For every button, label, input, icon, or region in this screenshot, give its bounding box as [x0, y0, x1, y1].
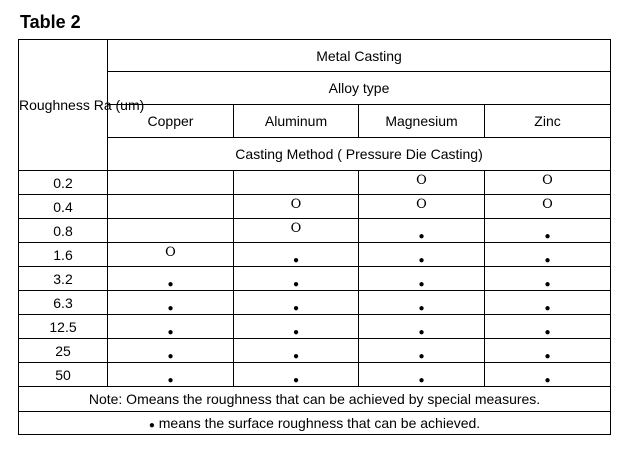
casting-method-header: Casting Method ( Pressure Die Casting): [108, 138, 611, 171]
table-cell: [359, 171, 485, 195]
filled-circle-icon: ●: [292, 254, 300, 266]
table-row: [19, 363, 611, 387]
table-cell: [108, 195, 234, 219]
table-row: [19, 339, 611, 363]
table-row: [19, 195, 611, 219]
legend-row: [19, 412, 611, 435]
roughness-table: [18, 39, 611, 435]
metal-casting-header: Metal Casting: [108, 40, 611, 72]
filled-circle-icon: ●: [418, 350, 425, 362]
legend-text: [19, 412, 611, 435]
table-cell: [108, 267, 234, 291]
filled-circle-icon: ●: [418, 230, 425, 242]
filled-circle-icon: ●: [167, 278, 174, 290]
open-circle-icon: O: [542, 197, 553, 212]
table-cell: [359, 195, 485, 219]
table-row: [19, 291, 611, 315]
table-row: [19, 171, 611, 195]
filled-circle-icon: ●: [544, 326, 551, 338]
filled-circle-icon: ●: [544, 254, 551, 266]
roughness-header: Roughness Ra (um): [19, 40, 108, 171]
table-cell: [359, 315, 485, 339]
alloy-type-header: Alloy type: [108, 72, 611, 105]
filled-circle-icon: ●: [167, 326, 174, 338]
filled-circle-icon: ●: [292, 374, 300, 386]
open-circle-icon: O: [416, 197, 427, 212]
table-cell: [234, 363, 359, 387]
table-cell: [485, 339, 611, 363]
filled-circle-icon: ●: [167, 374, 174, 386]
legend-description: means the surface roughness that can be achieved.: [154, 415, 481, 431]
roughness-value: 0.4: [19, 195, 108, 219]
table-cell: [485, 219, 611, 243]
table-cell: [234, 267, 359, 291]
table-cell: [108, 243, 234, 267]
table-cell: [234, 339, 359, 363]
table-caption: Table 2: [20, 12, 81, 32]
open-circle-icon: O: [290, 197, 302, 212]
table-cell: [108, 171, 234, 195]
open-circle-icon: O: [165, 245, 176, 260]
table-row: [19, 243, 611, 267]
open-circle-icon: O: [290, 221, 302, 236]
alloy-header-magnesium: Magnesium: [359, 105, 485, 138]
filled-circle-icon: ●: [418, 326, 425, 338]
table-cell: [108, 339, 234, 363]
roughness-value: 0.8: [19, 219, 108, 243]
alloy-header-copper: Copper: [108, 105, 234, 138]
table-cell: [234, 291, 359, 315]
filled-circle-icon: ●: [292, 302, 300, 314]
alloy-header-zinc: Zinc: [485, 105, 611, 138]
roughness-value: 0.2: [19, 171, 108, 195]
filled-circle-icon: ●: [544, 350, 551, 362]
table-cell: [485, 243, 611, 267]
table-cell: [108, 363, 234, 387]
filled-circle-icon: ●: [167, 350, 174, 362]
open-circle-icon: O: [416, 173, 427, 188]
roughness-value: 6.3: [19, 291, 108, 315]
table-cell: [359, 363, 485, 387]
table-cell: [234, 195, 359, 219]
filled-circle-icon: ●: [418, 254, 425, 266]
table-cell: [359, 243, 485, 267]
table-cell: [108, 291, 234, 315]
table-cell: [485, 195, 611, 219]
table-cell: [485, 363, 611, 387]
open-circle-icon: O: [542, 173, 553, 188]
roughness-value: 1.6: [19, 243, 108, 267]
filled-circle-icon: ●: [544, 374, 551, 386]
roughness-value: 3.2: [19, 267, 108, 291]
table-cell: [485, 315, 611, 339]
roughness-value: 12.5: [19, 315, 108, 339]
filled-circle-icon: ●: [544, 302, 551, 314]
filled-circle-icon: ●: [148, 420, 155, 431]
note-text: Note: Omeans the roughness that can be achieved by special measures.: [19, 387, 611, 412]
table-cell: [485, 267, 611, 291]
filled-circle-icon: ●: [418, 302, 425, 314]
filled-circle-icon: ●: [292, 326, 300, 338]
filled-circle-icon: ●: [418, 278, 425, 290]
table-cell: [359, 267, 485, 291]
table-cell: [359, 291, 485, 315]
roughness-value: 50: [19, 363, 108, 387]
table-row: [19, 267, 611, 291]
table-cell: [234, 171, 359, 195]
alloy-header-aluminum: Aluminum: [234, 105, 359, 138]
table-cell: [108, 219, 234, 243]
filled-circle-icon: ●: [167, 302, 174, 314]
table-cell: [359, 339, 485, 363]
filled-circle-icon: ●: [418, 374, 425, 386]
roughness-value: 25: [19, 339, 108, 363]
table-cell: [485, 291, 611, 315]
table-cell: [108, 315, 234, 339]
table-row: [19, 219, 611, 243]
filled-circle-icon: ●: [544, 230, 551, 242]
filled-circle-icon: ●: [292, 278, 300, 290]
table-cell: [234, 243, 359, 267]
filled-circle-icon: ●: [292, 350, 300, 362]
table-cell: [234, 315, 359, 339]
table-cell: [234, 219, 359, 243]
table-cell: [359, 219, 485, 243]
note-row: [19, 387, 611, 412]
table-cell: [485, 171, 611, 195]
filled-circle-icon: ●: [544, 278, 551, 290]
table-row: [19, 315, 611, 339]
